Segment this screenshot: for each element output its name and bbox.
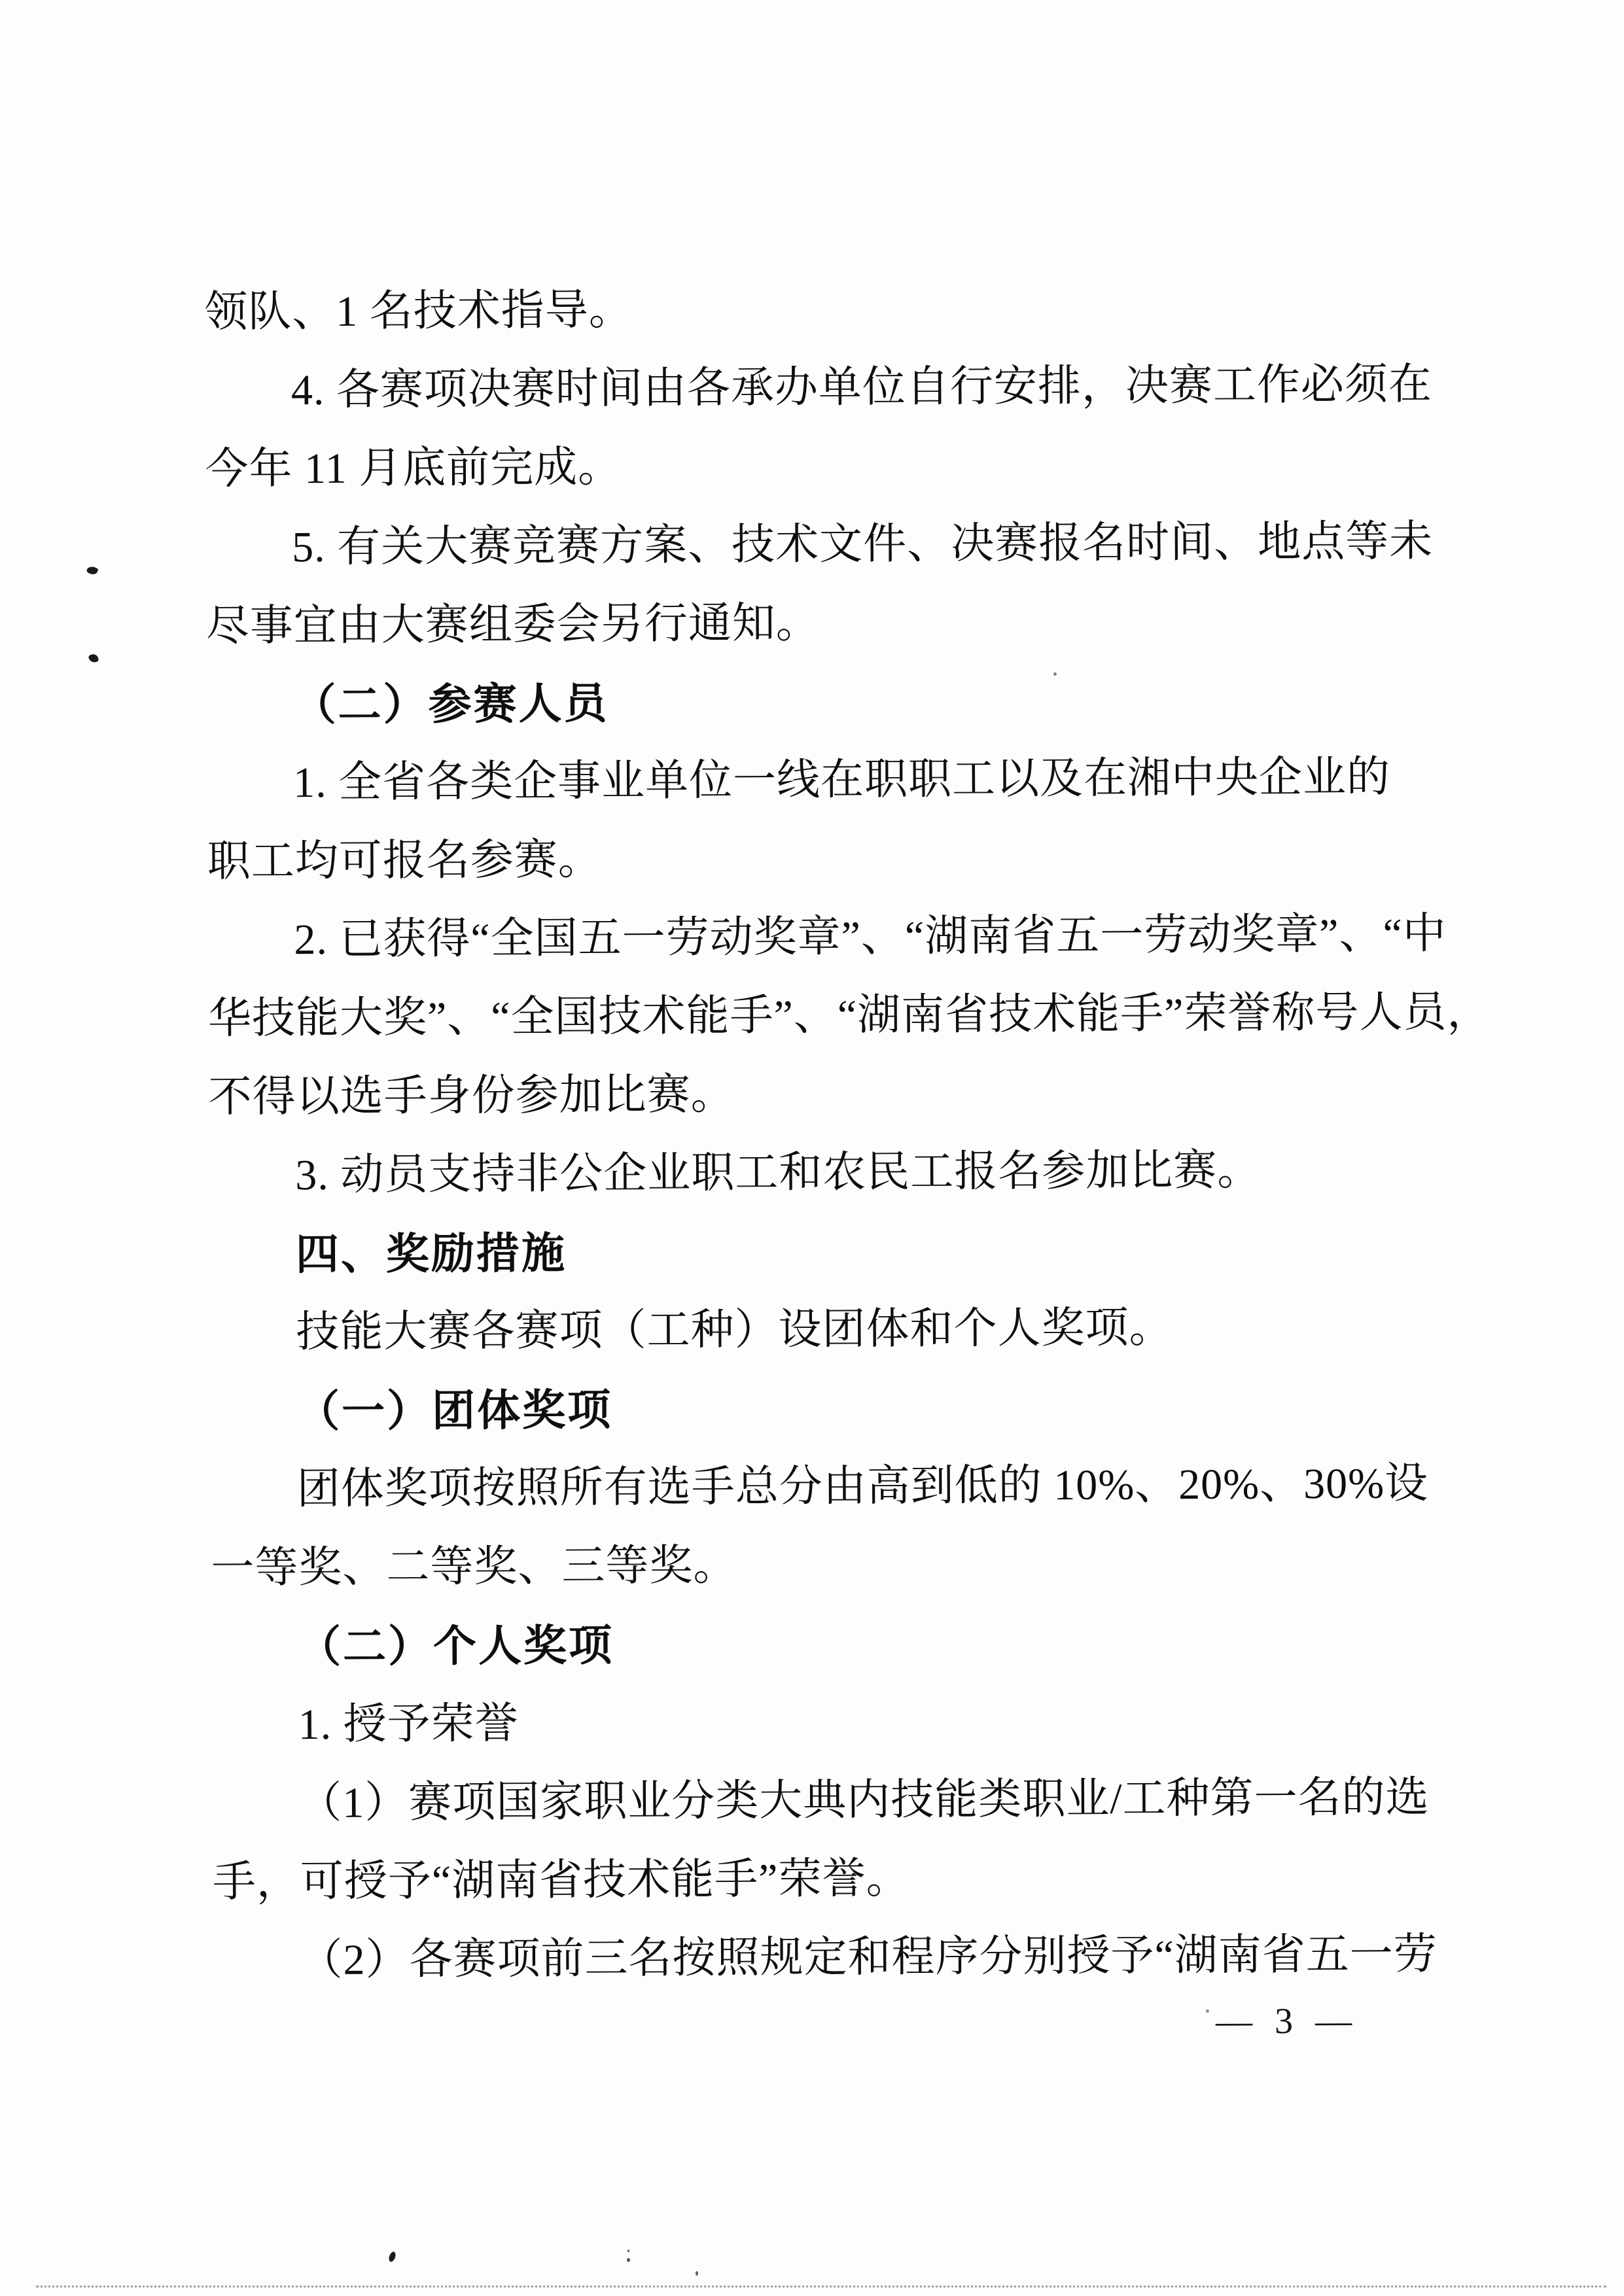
scan-speck [86, 565, 99, 576]
text-line: 今年 11 月底前完成。 [205, 443, 622, 493]
text-line: 团体奖项按照所有选手总分由高到低的 10%、20%、30%设 [296, 1459, 1429, 1514]
scan-speck [696, 2271, 698, 2276]
text-line: 不得以选手身份参加比赛。 [208, 1070, 735, 1121]
scan-speck [1053, 672, 1057, 676]
heading-line: （二）个人奖项 [297, 1620, 614, 1671]
heading-line: （二）参赛人员 [292, 678, 609, 729]
text-line: 1. 授予荣誉 [298, 1699, 519, 1749]
scan-speck [1206, 2009, 1209, 2013]
heading-line: （一）团体奖项 [296, 1385, 613, 1436]
text-line: 尽事宜由大赛组委会另行通知。 [205, 599, 821, 650]
text-line: 职工均可报名参赛。 [207, 835, 602, 886]
scan-speck [627, 2258, 630, 2262]
heading-line: 四、奖励措施 [295, 1228, 567, 1279]
document-body [204, 267, 1491, 2000]
text-line: 5. 有关大赛竞赛方案、技术文件、决赛报名时间、地点等未 [292, 517, 1434, 572]
scan-artifact-line [36, 2286, 1606, 2287]
page-number: — 3 — [1215, 2000, 1359, 2042]
text-line: 领队、1 名技术指导。 [204, 286, 633, 336]
text-line: 1. 全省各类企事业单位一线在职职工以及在湘中央企业的 [292, 753, 1391, 807]
text-line: 2. 已获得“全国五一劳动奖章”、“湖南省五一劳动奖章”、“中 [294, 910, 1447, 964]
text-line: 技能大赛各赛项（工种）设团体和个人奖项。 [296, 1304, 1173, 1357]
text-line: 3. 动员支持非公企业职工和农民工报名参加比赛。 [295, 1146, 1262, 1200]
text-line: （1）赛项国家职业分类大典内技能类职业/工种第一名的选 [298, 1773, 1430, 1828]
scan-speck [388, 2251, 397, 2263]
text-line: 华技能大奖”、“全国技术能手”、“湖南省技术能手”荣誉称号人员， [207, 988, 1491, 1043]
scan-speck [88, 653, 99, 663]
text-line: 手，可授予“湖南省技术能手”荣誉。 [212, 1854, 910, 1906]
text-line: 4. 各赛项决赛时间由各承办单位自行安排，决赛工作必须在 [291, 360, 1433, 415]
text-line: （2）各赛项前三名按照规定和程序分别授予“湖南省五一劳 [299, 1930, 1438, 1985]
text-line: 一等奖、二等奖、三等奖。 [211, 1541, 737, 1592]
